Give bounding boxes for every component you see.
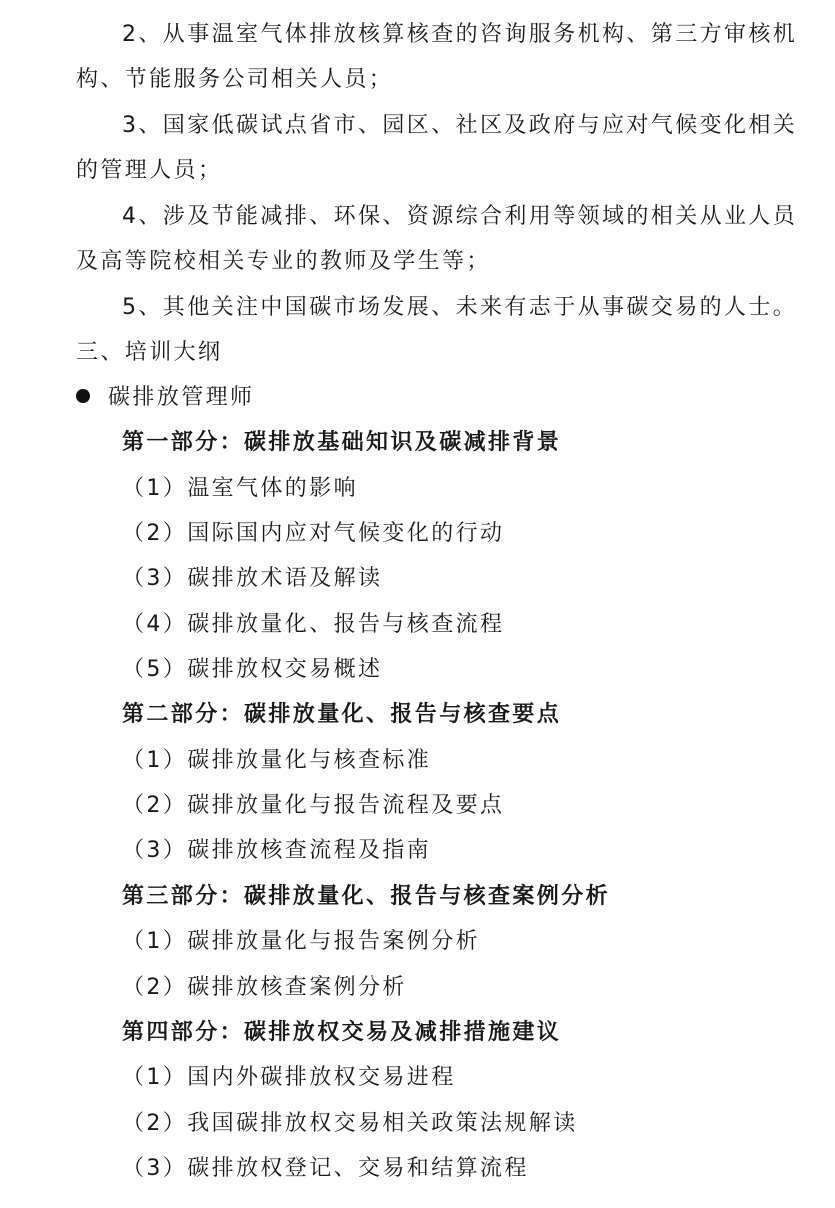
audience-item-3-line-1: 3、国家低碳试点省市、园区、社区及政府与应对气候变化相关 bbox=[122, 113, 798, 138]
part-4-item-3: （3）碳排放权登记、交易和结算流程 bbox=[122, 1156, 529, 1181]
part-1-item-1: （1）温室气体的影响 bbox=[122, 476, 358, 501]
audience-item-4-line-1: 4、涉及节能减排、环保、资源综合利用等领域的相关从业人员 bbox=[122, 204, 798, 229]
part-4-item-1: （1）国内外碳排放权交易进程 bbox=[122, 1065, 456, 1090]
part-1-item-2: （2）国际国内应对气候变化的行动 bbox=[122, 521, 505, 546]
audience-item-5: 5、其他关注中国碳市场发展、未来有志于从事碳交易的人士。 bbox=[122, 295, 798, 320]
audience-item-3-line-2: 的管理人员； bbox=[76, 158, 223, 183]
bullet-icon bbox=[76, 389, 90, 403]
part-3-item-1: （1）碳排放量化与报告案例分析 bbox=[122, 929, 480, 954]
audience-item-4-line-2: 及高等院校相关专业的教师及学生等； bbox=[76, 249, 491, 274]
part-3-title: 第三部分：碳排放量化、报告与核查案例分析 bbox=[122, 884, 611, 909]
part-2-item-3: （3）碳排放核查流程及指南 bbox=[122, 838, 432, 863]
part-3-item-2: （2）碳排放核查案例分析 bbox=[122, 975, 407, 1000]
part-4-title: 第四部分：碳排放权交易及减排措施建议 bbox=[122, 1020, 562, 1045]
audience-item-2-line-1: 2、从事温室气体排放核算核查的咨询服务机构、第三方审核机 bbox=[122, 22, 798, 47]
course-title: 碳排放管理师 bbox=[108, 385, 255, 410]
part-2-title: 第二部分：碳排放量化、报告与核查要点 bbox=[122, 702, 562, 727]
audience-item-2-line-2: 构、节能服务公司相关人员； bbox=[76, 67, 394, 92]
part-1-item-4: （4）碳排放量化、报告与核查流程 bbox=[122, 612, 505, 637]
part-1-item-5: （5）碳排放权交易概述 bbox=[122, 657, 383, 682]
part-1-item-3: （3）碳排放术语及解读 bbox=[122, 566, 383, 591]
part-2-item-1: （1）碳排放量化与核查标准 bbox=[122, 748, 432, 773]
part-1-title: 第一部分：碳排放基础知识及碳减排背景 bbox=[122, 430, 562, 455]
part-4-item-2: （2）我国碳排放权交易相关政策法规解读 bbox=[122, 1111, 578, 1136]
section-heading: 三、培训大纲 bbox=[76, 340, 223, 365]
part-2-item-2: （2）碳排放量化与报告流程及要点 bbox=[122, 793, 505, 818]
